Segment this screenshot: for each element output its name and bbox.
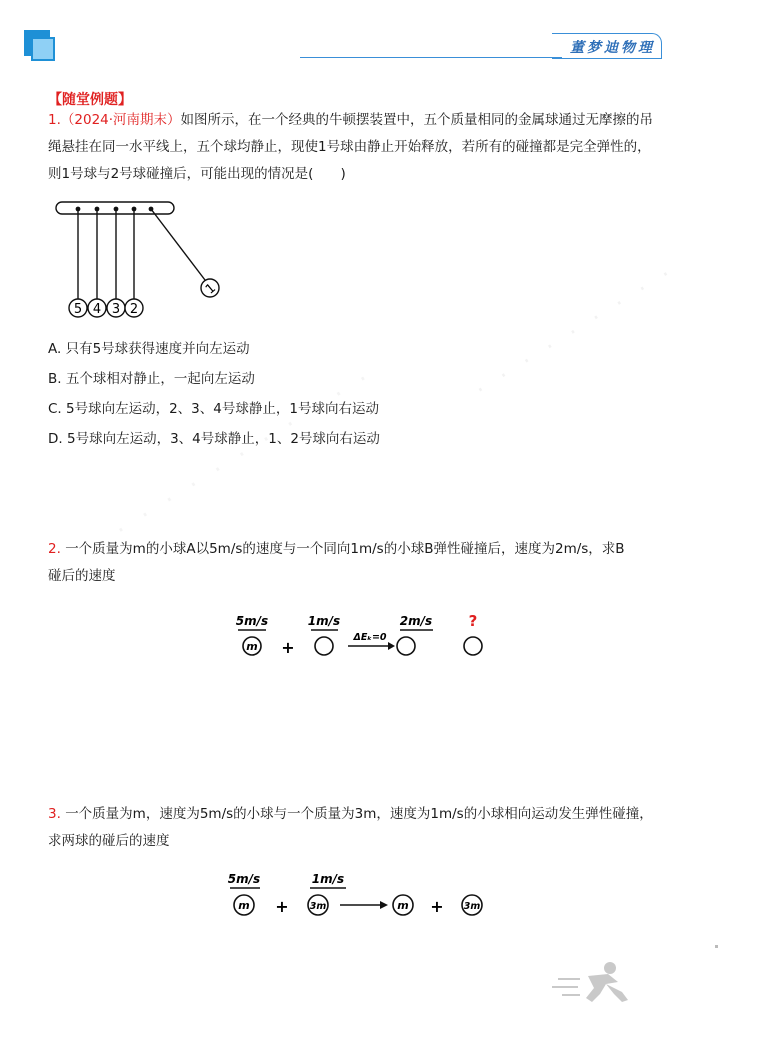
watermark: [110, 361, 380, 545]
brand-name: 董梦迪物理: [570, 40, 655, 56]
newtons-cradle-diagram: [50, 195, 230, 325]
q3-diagram: [222, 865, 502, 925]
q2-v3: 2m/s: [399, 614, 433, 628]
q1-option-c: C. 5号球向左运动，2、3、4号球静止，1号球向右运动: [48, 401, 379, 417]
q2-ball-a-after: [397, 637, 415, 655]
q2-number: 2.: [48, 541, 61, 557]
q2-diagram: [228, 608, 508, 668]
q3-mass3: m: [397, 899, 409, 912]
q3-mass2: 3m: [309, 901, 327, 912]
q1-option-a: A. 只有5号球获得速度并向左运动: [48, 341, 250, 357]
q3-line1: 一个质量为m，速度为5m/s的小球与一个质量为3m，速度为1m/s的小球相向运动发生弹性碰撞，: [65, 806, 653, 822]
speck: [715, 945, 718, 948]
header-rule: [300, 57, 562, 58]
q2-plus: +: [281, 638, 295, 657]
q2-arrow-label: ΔEₖ=0: [353, 632, 387, 643]
q2-line1: 一个质量为m的小球A以5m/s的速度与一个同向1m/s的小球B弹性碰撞后，速度为2m/s，求B: [65, 541, 625, 557]
q3-arrow-head: [380, 901, 388, 909]
q2-text: [48, 536, 678, 590]
q1-line2: 绳悬挂在同一水平线上，五个球均静止，现使1号球由静止开始释放，若所有的碰撞都是完全弹性的，: [48, 139, 651, 155]
watermark-2: · · · · · · · · ·: [470, 257, 682, 404]
q2-unknown-mark: ?: [468, 612, 478, 630]
q3-mass1: m: [238, 899, 250, 912]
q1-line3: 则1号球与2号球碰撞后，可能出现的情况是( ): [48, 166, 346, 182]
q3-mass4: 3m: [463, 901, 481, 912]
ball-3-label: 3: [111, 302, 121, 317]
q1-number: 1.: [48, 112, 61, 128]
cradle-pivots: [76, 207, 154, 212]
q3-line2: 求两球的碰后的速度: [48, 833, 170, 849]
q1-source: （2024·河南期末）: [60, 112, 181, 128]
cradle-strings: [78, 209, 205, 300]
q3-v2: 1m/s: [311, 872, 345, 886]
q2-mass1: m: [246, 640, 258, 653]
ball-1-label: 1: [202, 280, 219, 298]
q3-plus-1: +: [275, 897, 289, 916]
q2-line2: 碰后的速度: [48, 568, 116, 584]
q2-ball-b-after: [464, 637, 482, 655]
q3-plus-2: +: [430, 897, 444, 916]
ball-2-label: 2: [129, 302, 139, 317]
q1-option-d: D. 5号球向左运动，3、4号球静止，1、2号球向右运动: [48, 431, 380, 447]
q3-number: 3.: [48, 806, 61, 822]
logo-front-square: [31, 37, 55, 61]
ball-5-label: 5: [73, 302, 83, 317]
section-title: 【随堂例题】: [48, 92, 132, 108]
q2-ball-b: [315, 637, 333, 655]
q3-text: [48, 801, 678, 855]
runner-icon: [548, 958, 638, 1008]
q3-v1: 5m/s: [227, 872, 261, 886]
q1-option-b: B. 五个球相对静止，一起向左运动: [48, 371, 255, 387]
q1-line1: 如图所示，在一个经典的牛顿摆装置中，五个质量相同的金属球通过无摩擦的吊: [180, 112, 654, 128]
q2-v2: 1m/s: [307, 614, 341, 628]
q1-text: [48, 107, 678, 188]
ball-4-label: 4: [92, 302, 102, 317]
q2-arrow-head: [388, 642, 395, 650]
q2-v1: 5m/s: [235, 614, 269, 628]
